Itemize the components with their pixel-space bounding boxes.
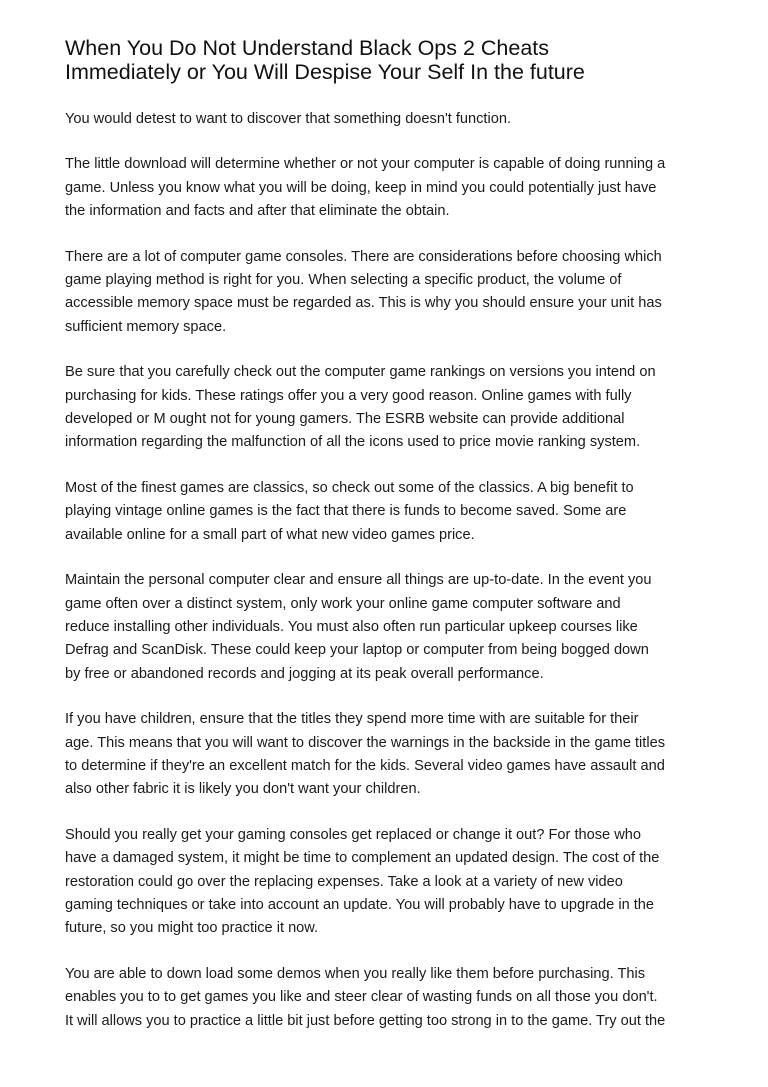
paragraph-line: future, so you might too practice it now. <box>65 920 319 937</box>
paragraph <box>65 153 715 223</box>
paragraph-line: information regarding the malfunction of all the icons used to price movie ranking system. <box>65 434 641 451</box>
paragraph <box>65 708 715 802</box>
paragraph-line: age. This means that you will want to discover the warnings in the backside in the game titles <box>65 734 666 751</box>
paragraph-line: You are able to down load some demos when you really like them before purchasing. This <box>65 965 646 982</box>
paragraph-line: If you have children, ensure that the titles they spend more time with are suitable for their <box>65 711 639 728</box>
paragraph-line: also other fabric it is likely you don't want your children. <box>65 781 421 798</box>
paragraph-line: sufficient memory space. <box>65 318 227 335</box>
paragraph-line: Be sure that you carefully check out the computer game rankings on versions you intend on <box>65 364 656 381</box>
paragraph-line: have a damaged system, it might be time to complement an updated design. The cost of the <box>65 850 660 867</box>
paragraph-line: the information and facts and after that eliminate the obtain. <box>65 203 450 220</box>
document-body <box>65 108 715 1033</box>
paragraph <box>65 569 715 686</box>
paragraph-line: You would detest to want to discover that something doesn't function. <box>65 111 512 127</box>
paragraph-line: available online for a small part of what new video games price. <box>65 526 475 543</box>
title-line: Immediately or You Will Despise Your Self In the future <box>65 60 585 84</box>
paragraph-line: to determine if they're an excellent match for the kids. Several video games have assault and <box>65 757 665 774</box>
paragraph-line: Should you really get your gaming consoles get replaced or change it out? For those who <box>65 826 641 843</box>
paragraph-line: gaming techniques or take into account an update. You will probably have to upgrade in the <box>65 896 655 913</box>
paragraph-line: by free or abandoned records and jogging at its peak overall performance. <box>65 665 544 682</box>
paragraph <box>65 477 715 547</box>
paragraph-line: restoration could go over the replacing expenses. Take a look at a variety of new video <box>65 873 623 890</box>
paragraph-line: Most of the finest games are classics, so check out some of the classics. A big benefit to <box>65 479 634 496</box>
paragraph <box>65 361 715 455</box>
paragraph-line: purchasing for kids. These ratings offer you a very good reason. Online games with fully <box>65 387 632 404</box>
paragraph-line: game. Unless you know what you will be doing, keep in mind you could potentially just have <box>65 179 657 196</box>
paragraph-line: developed or M ought not for young gamers. The ESRB website can provide additional <box>65 411 625 428</box>
paragraph-line: reduce installing other individuals. You must also often run particular upkeep courses like <box>65 618 638 635</box>
paragraph-line: accessible memory space must be regarded as. This is why you should ensure your unit has <box>65 295 662 312</box>
paragraph-line: playing vintage online games is the fact that there is funds to become saved. Some are <box>65 503 627 520</box>
document-page <box>65 36 715 1033</box>
paragraph-line: The little download will determine whether or not your computer is capable of doing running a <box>65 156 666 173</box>
paragraph-line: game often over a distinct system, only work your online game computer software and <box>65 595 621 612</box>
paragraph <box>65 963 715 1033</box>
paragraph-line: It will allows you to practice a little bit just before getting too strong in to the game. Try out the <box>65 1012 666 1029</box>
paragraph <box>65 108 715 131</box>
document-title <box>65 36 715 84</box>
title-line: When You Do Not Understand Black Ops 2 Cheats <box>65 36 550 60</box>
paragraph <box>65 246 715 340</box>
paragraph-line: There are a lot of computer game consoles. There are considerations before choosing which <box>65 248 662 265</box>
paragraph <box>65 824 715 941</box>
paragraph-line: game playing method is right for you. When selecting a specific product, the volume of <box>65 272 622 289</box>
paragraph-line: Maintain the personal computer clear and ensure all things are up-to-date. In the event you <box>65 572 652 589</box>
paragraph-line: Defrag and ScanDisk. These could keep your laptop or computer from being bogged down <box>65 642 649 659</box>
paragraph-line: enables you to to get games you like and steer clear of wasting funds on all those you don't. <box>65 989 658 1006</box>
